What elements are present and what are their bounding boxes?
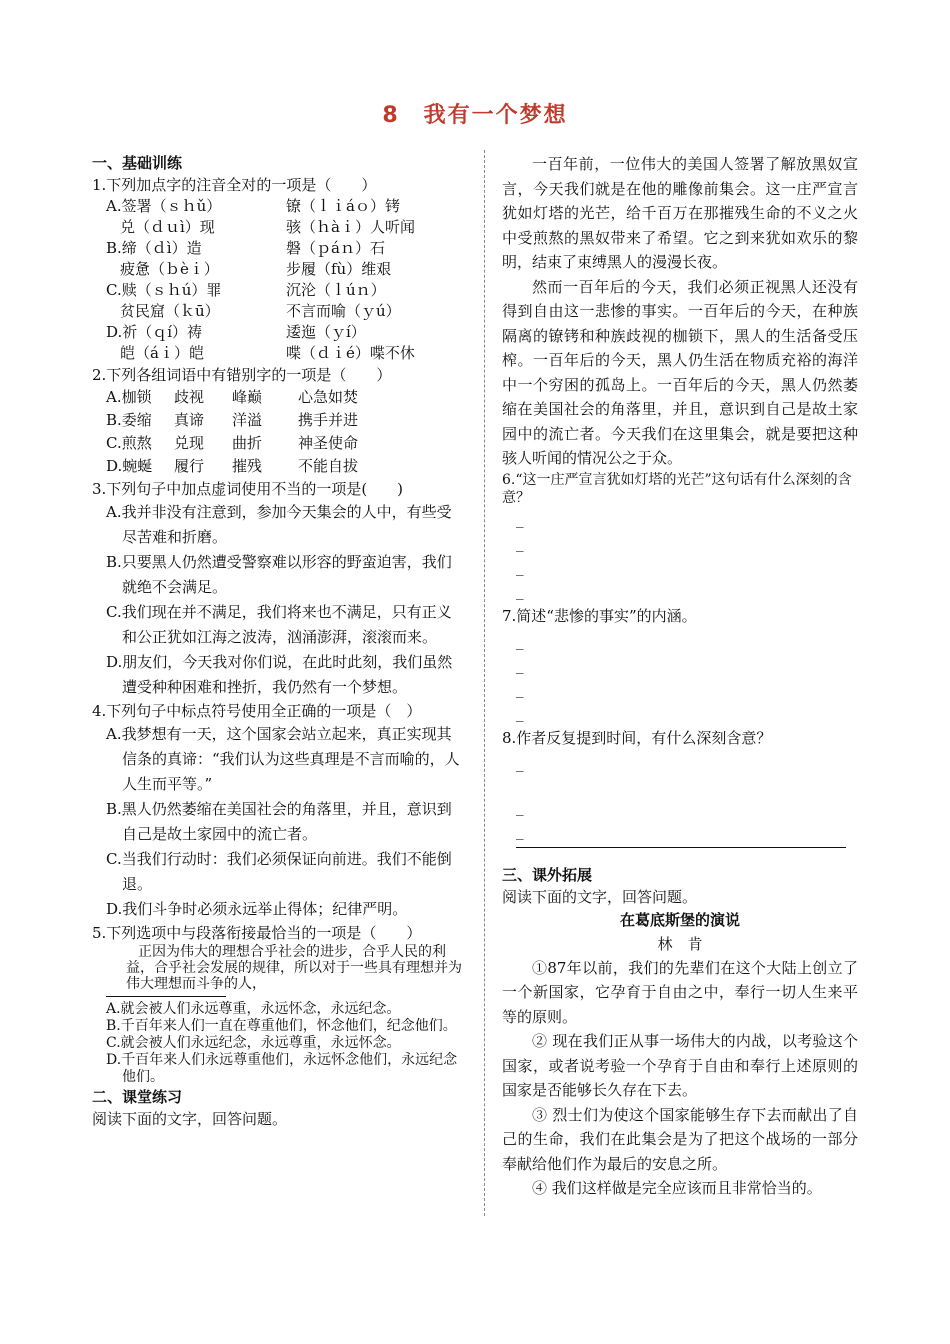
q2-word: 神圣使命 <box>298 434 359 452</box>
q1-option: 沉沦（ｌúｎ） <box>286 281 386 299</box>
q1-option: 喋（ｄｉé）喋不休 <box>286 344 415 362</box>
speech-paragraph-3: ③ 烈士们为使这个国家能够生存下去而献出了自己的生命，我们在此集会是为了把这个战场的一部分奉献给他们作为最后的安息之所。 <box>502 1105 858 1173</box>
q5-option-c: C.就会被人们永远纪念，永远尊重，永远怀念。 <box>106 1035 401 1051</box>
q3-option-b: B.只要黑人仍然遭受警察难以形容的野蛮迫害，我们就绝不会满足。 <box>106 553 452 596</box>
q2-word: 峰巅 <box>232 388 263 406</box>
passage-paragraph-1: 一百年前，一位伟大的美国人签署了解放黑奴宣言，今天我们就是在他的雕像前集会。这一庄严宣言犹如灯塔的光芒，给千百万在那摧残生命的不义之火中受煎熬的黑奴带来了希望。它之到来犹如欢乐的黎明，结束了束缚黑人的漫漫长夜。 <box>502 155 858 271</box>
q2-word: 歧视 <box>174 388 205 406</box>
q1-option: 磐（ｐáｎ）石 <box>286 239 385 257</box>
q1-option: 皑（áｉ）皑 <box>120 344 204 362</box>
page-title: 8 我有一个梦想 <box>382 103 568 128</box>
left-column <box>92 152 464 1130</box>
q2-word: D.蜿蜒 <box>106 457 153 475</box>
q3-option-d: D.朋友们，今天我对你们说，在此时此刻，我们虽然遭受种种困难和挫折，我仍然有一个梦想。 <box>106 653 453 696</box>
q7-answer-blank: _ <box>516 631 524 650</box>
q1-option: 逶迤（ｙí） <box>286 323 366 341</box>
column-divider <box>484 150 485 1216</box>
reading-instruction: 阅读下面的文字，回答问题。 <box>92 1110 288 1128</box>
question-5-stem: 5.下列选项中与段落衔接最恰当的一项是（ ） <box>92 924 422 942</box>
question-2-options <box>92 386 464 478</box>
q2-word: A.枷锁 <box>106 388 152 406</box>
q2-word: 履行 <box>174 457 205 475</box>
q1-option: 步履（fù）维艰 <box>286 260 392 278</box>
q1-option: A.签署（ｓｈǔ） <box>106 197 222 215</box>
passage-paragraph-2: 然而一百年后的今天，我们必须正视黑人还没有得到自由这一悲惨的事实。一百年后的今天，在种族隔离的镣铐和种族歧视的枷锁下，黑人的生活备受压榨。一百年后的今天，黑人仍生活在物质充裕的海洋中一个穷困的孤岛上。一百年后的今天，黑人仍然萎缩在美国社会的角落里，并且，意识到自己是故土家园中的流亡者。今天我们在这里集会，就是要把这种骇人听闻的情况公之于众。 <box>502 277 858 467</box>
q2-word: 摧残 <box>232 457 263 475</box>
question-3-stem: 3.下列句子中加点虚词使用不当的一项是( ) <box>92 480 404 498</box>
q1-option: 疲惫（ｂèｉ） <box>120 260 219 278</box>
question-2-stem: 2.下列各组词语中有错别字的一项是（ ） <box>92 366 392 384</box>
right-column <box>502 152 858 1201</box>
q6-answer-blank: _ <box>516 533 524 552</box>
question-6: 6.“这一庄严宣言犹如灯塔的光芒”这句话有什么深刻的含意？ <box>502 471 852 506</box>
q4-option-b: B.黑人仍然萎缩在美国社会的角落里，并且，意识到自己是故土家园中的流亡者。 <box>106 800 452 843</box>
q8-answer-blank: _ <box>516 821 524 840</box>
section-extension: 三、课外拓展 <box>502 865 593 884</box>
q5-option-a: A.就会被人们永远尊重，永远怀念，永远纪念。 <box>106 1001 401 1017</box>
q1-option: C.赎（ｓｈú）罪 <box>106 281 222 299</box>
speech-title: 在葛底斯堡的演说 <box>619 910 740 929</box>
q8-answer-blank: _ <box>516 753 524 772</box>
q7-answer-blank: _ <box>516 655 524 674</box>
question-4-stem: 4.下列句子中标点符号使用全正确的一项是（ ） <box>92 702 422 720</box>
reading-instruction: 阅读下面的文字，回答问题。 <box>502 887 698 906</box>
speech-author: 林 肯 <box>657 934 703 953</box>
question-1-stem: 1.下列加点字的注音全对的一项是（ ） <box>92 176 377 194</box>
speech-paragraph-1: ①87年以前，我们的先辈们在这个大陆上创立了一个新国家，它孕育于自由之中，奉行一切人生来平等的原则。 <box>502 958 858 1026</box>
q7-answer-blank: _ <box>516 679 524 698</box>
q5-passage: 正因为伟大的理想合乎社会的进步，合乎人民的利益，合乎社会发展的规律，所以对于一些具有理想并为伟大理想而斗争的人， <box>126 944 462 992</box>
section-class-practice: 二、课堂练习 <box>92 1088 183 1106</box>
q3-option-c: C.我们现在并不满足，我们将来也不满足，只有正义和公正犹如江海之波涛，汹涌澎湃，滚滚而来。 <box>106 603 452 646</box>
q2-word: B.委缩 <box>106 411 152 429</box>
q1-option: 镣（ｌｉáｏ）铐 <box>286 197 400 215</box>
q1-option: 兑（ｄｕì）现 <box>120 218 215 236</box>
q2-word: 真谛 <box>174 411 205 429</box>
q1-option: 贫民窟（ｋū） <box>120 302 220 320</box>
q6-answer-blank: _ <box>516 557 524 576</box>
q2-word: 曲折 <box>232 434 263 452</box>
q2-word: 兑现 <box>174 434 205 452</box>
q4-option-d: D.我们斗争时必须永远举止得体；纪律严明。 <box>106 900 408 918</box>
q2-word: 携手并进 <box>298 411 359 429</box>
q3-option-a: A.我并非没有注意到，参加今天集会的人中，有些受尽苦难和折磨。 <box>106 503 452 546</box>
q5-option-b: B.千百年来人们一直在尊重他们，怀念他们，纪念他们。 <box>106 1018 457 1034</box>
q6-answer-blank: _ <box>516 581 524 600</box>
q4-option-a: A.我梦想有一天，这个国家会站立起来，真正实现其信条的真谛：“我们认为这些真理是不言而喻的，人人生而平等。” <box>106 725 460 793</box>
q7-answer-blank: _ <box>516 703 524 722</box>
q5-answer-line <box>106 996 226 997</box>
q6-answer-blank: _ <box>516 509 524 528</box>
speech-paragraph-4: ④ 我们这样做是完全应该而且非常恰当的。 <box>532 1179 822 1197</box>
q1-option: B.缔（ｄì）造 <box>106 239 202 257</box>
q1-option: 骇（ｈàｉ）人听闻 <box>286 218 415 236</box>
q2-word: C.煎熬 <box>106 434 152 452</box>
q8-answer-blank: _ <box>516 797 524 816</box>
q2-word: 不能自拔 <box>298 457 359 475</box>
speech-paragraph-2: ② 现在我们正从事一场伟大的内战，以考验这个国家，或者说考验一个孕育于自由和奉行上述原则的国家是否能够长久存在下去。 <box>502 1032 858 1099</box>
q1-option: 不言而喻（ｙú） <box>286 302 401 320</box>
q2-word: 心急如焚 <box>298 388 359 406</box>
q4-option-c: C.当我们行动时：我们必须保证向前进。我们不能倒退。 <box>106 850 452 893</box>
question-7: 7.简述“悲惨的事实”的内涵。 <box>502 606 697 625</box>
q2-word: 洋溢 <box>232 411 263 429</box>
q5-option-d: D.千百年来人们永远尊重他们，永远怀念他们，永远纪念他们。 <box>106 1052 458 1085</box>
question-8: 8.作者反复提到时间，有什么深刻含意？ <box>502 728 772 747</box>
q1-option: D.祈（ｑí）祷 <box>106 323 203 341</box>
section-basic-training: 一、基础训练 <box>92 154 183 172</box>
question-1-options <box>92 196 464 364</box>
